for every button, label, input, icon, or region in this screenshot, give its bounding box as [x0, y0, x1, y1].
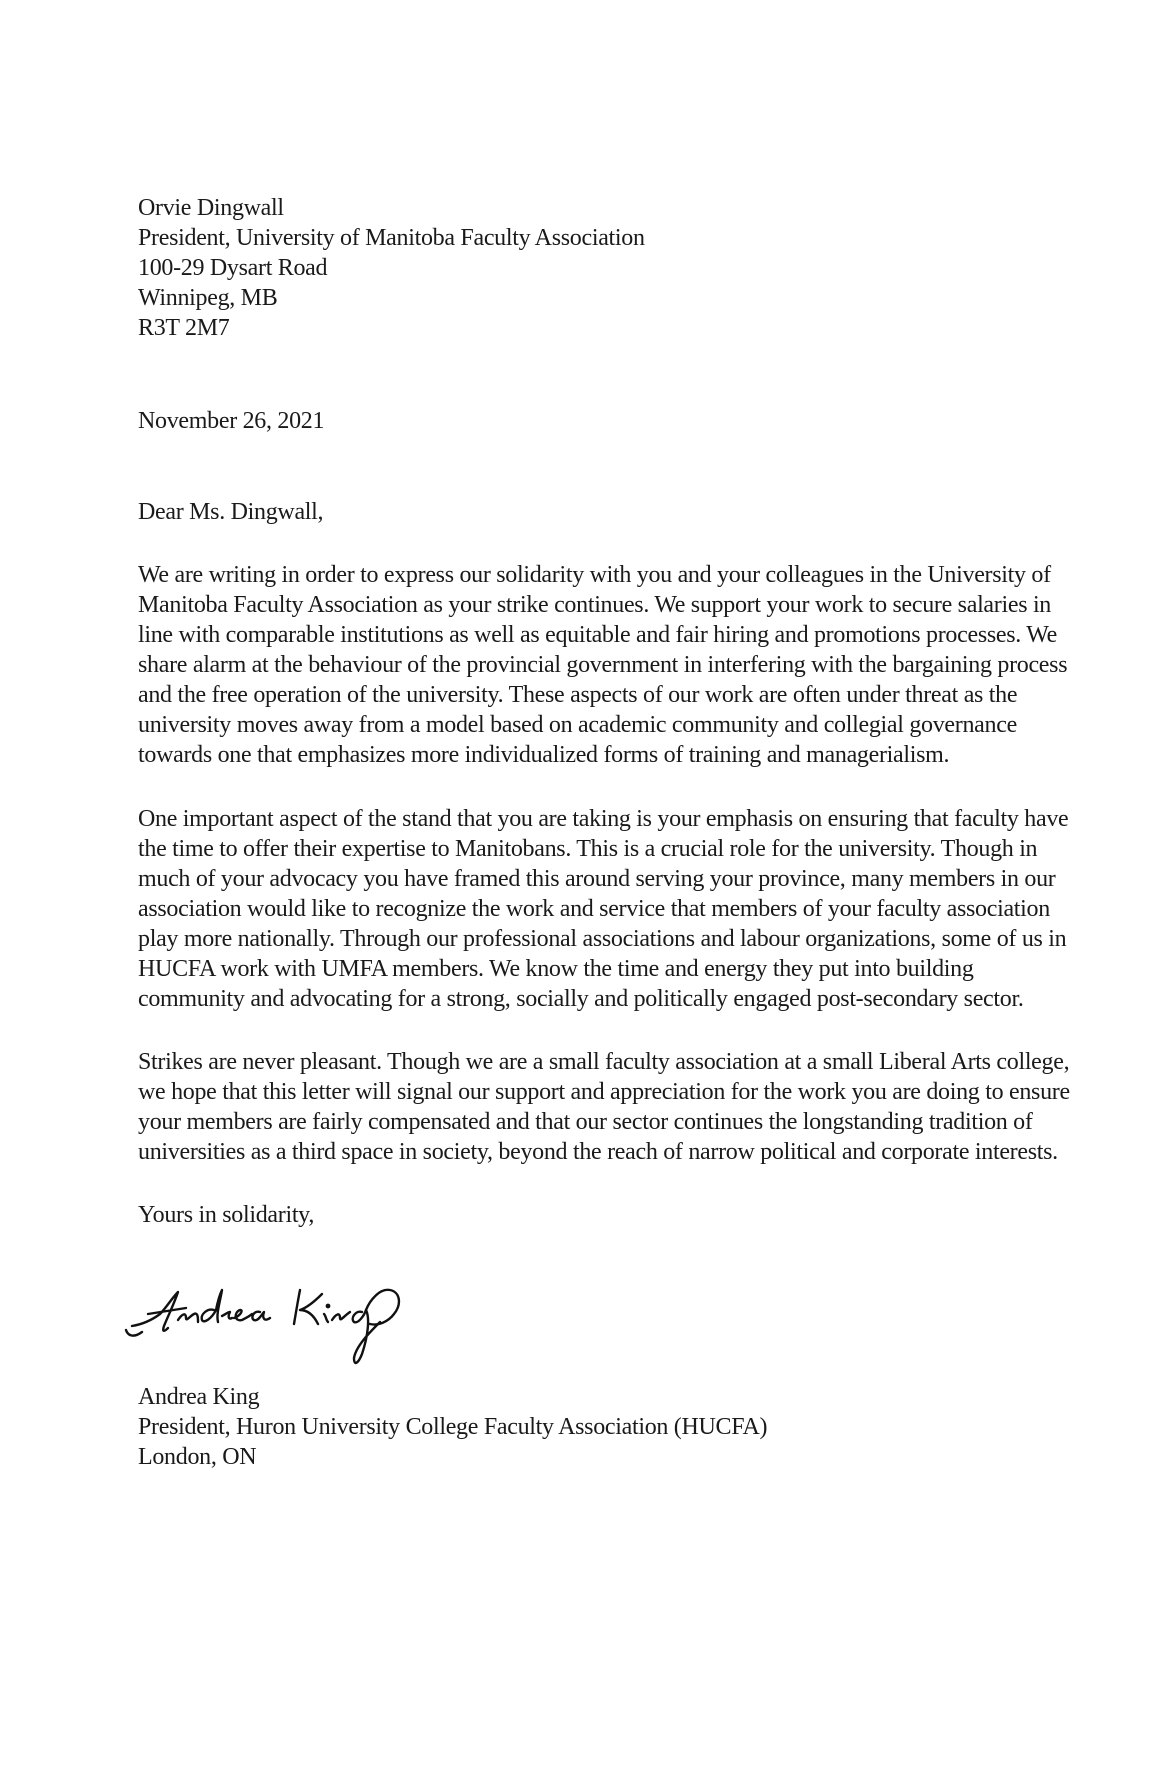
recipient-city: Winnipeg, MB	[138, 285, 278, 311]
paragraph-line: One important aspect of the stand that you are taking is your emphasis on ensuring that faculty have	[138, 806, 1069, 832]
recipient-street: 100-29 Dysart Road	[138, 255, 328, 281]
recipient-postal-code: R3T 2M7	[138, 315, 230, 341]
paragraph-line: university moves away from a model based on academic community and collegial governance	[138, 712, 1017, 738]
body-paragraph-2	[138, 804, 1069, 1014]
paragraph-line: Manitoba Faculty Association as your strike continues. We support your work to secure salaries in	[138, 592, 1052, 618]
paragraph-line: universities as a third space in society, beyond the reach of narrow political and corporate interests.	[138, 1139, 1058, 1165]
sender-block	[138, 1382, 1038, 1472]
paragraph-line: and the free operation of the university. These aspects of our work are often under threat as the	[138, 682, 1018, 708]
salutation: Dear Ms. Dingwall,	[138, 499, 324, 525]
paragraph-line: much of your advocacy you have framed this around serving your province, many members in our	[138, 866, 1056, 892]
sender-name: Andrea King	[138, 1384, 260, 1410]
paragraph-line: the time to offer their expertise to Manitobans. This is a crucial role for the university. Though in	[138, 836, 1038, 862]
paragraph-line: association would like to recognize the work and service that members of your faculty association	[138, 896, 1050, 922]
recipient-title: President, University of Manitoba Faculty Association	[138, 225, 645, 251]
paragraph-line: We are writing in order to express our solidarity with you and your colleagues in the University of	[138, 562, 1051, 588]
closing: Yours in solidarity,	[138, 1202, 315, 1228]
paragraph-line: share alarm at the behaviour of the provincial government in interfering with the bargaining process	[138, 652, 1068, 678]
sender-title: President, Huron University College Faculty Association (HUCFA)	[138, 1414, 768, 1440]
paragraph-line: your members are fairly compensated and that our sector continues the longstanding tradition of	[138, 1109, 1033, 1135]
recipient-name: Orvie Dingwall	[138, 195, 284, 221]
body-paragraph-1	[138, 560, 1068, 770]
paragraph-line: community and advocating for a strong, socially and politically engaged post-secondary sector.	[138, 986, 1024, 1012]
paragraph-line: play more nationally. Through our professional associations and labour organizations, some of us in	[138, 926, 1067, 952]
paragraph-line: we hope that this letter will signal our support and appreciation for the work you are doing to ensure	[138, 1079, 1070, 1105]
recipient-address-block	[138, 193, 1038, 343]
body-paragraph-3	[138, 1047, 1070, 1167]
letter-date: November 26, 2021	[138, 408, 325, 434]
handwritten-signature-icon	[118, 1270, 408, 1370]
sender-location: London, ON	[138, 1444, 257, 1470]
paragraph-line: Strikes are never pleasant. Though we are a small faculty association at a small Liberal Arts college,	[138, 1049, 1070, 1075]
paragraph-line: line with comparable institutions as well as equitable and fair hiring and promotions processes. We	[138, 622, 1058, 648]
paragraph-line: HUCFA work with UMFA members. We know the time and energy they put into building	[138, 956, 974, 982]
paragraph-line: towards one that emphasizes more individualized forms of training and managerialism.	[138, 742, 950, 768]
